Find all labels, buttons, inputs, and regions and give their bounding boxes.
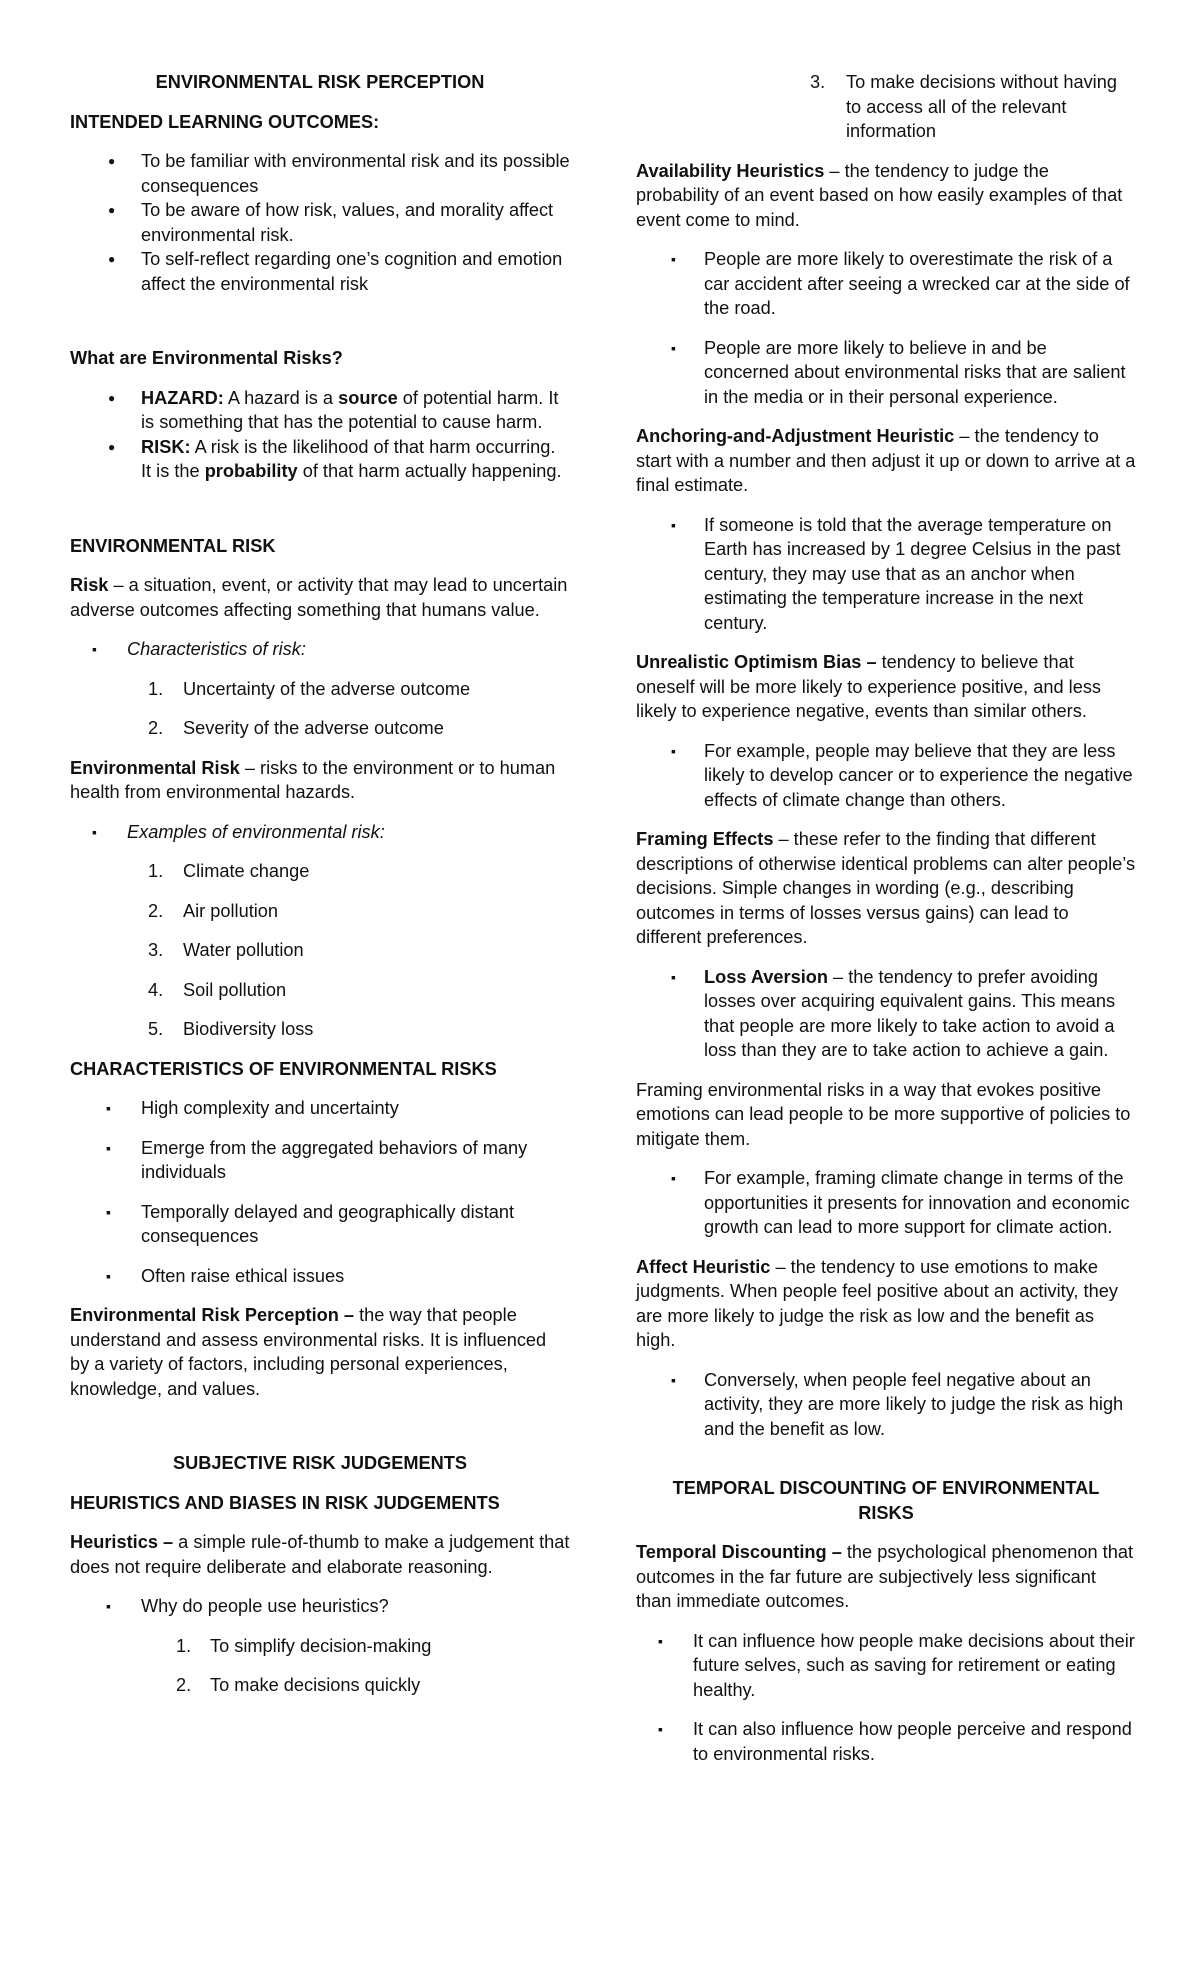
item-text: Air pollution	[183, 900, 279, 921]
affect-definition	[636, 1255, 1136, 1353]
list-item: 5. Biodiversity loss	[148, 1019, 314, 1039]
ilo-heading: INTENDED LEARNING OUTCOMES:	[70, 111, 380, 132]
list-item: ● To be aware of how risk, values, and morality affect environmental risk.	[70, 198, 570, 247]
why-numbered-continued	[636, 70, 1136, 144]
list-item: ▪ For example, framing climate change in terms of the opportunities it presents for innovation and economic growth can lead to more support for climate action.	[636, 1166, 1136, 1240]
temporal-heading: TEMPORAL DISCOUNTING OF ENVIRONMENTAL RISKS	[672, 1478, 1100, 1523]
subjective-heading: SUBJECTIVE RISK JUDGEMENTS	[172, 1453, 468, 1473]
definition: – the tendency to prefer avoiding losses over acquiring equivalent gains. This means that people are more likely to take action to avoid a loss than they are to take action to achieve a gain.	[704, 966, 1116, 1060]
list-item: 1. To simplify decision-making	[176, 1635, 432, 1656]
characteristics-list	[70, 637, 570, 662]
term: Environmental Risk	[70, 757, 240, 778]
term: Temporal Discounting –	[636, 1542, 842, 1562]
right-column	[636, 70, 1136, 1781]
definition: – the tendency to judge the probability of an event based on how easily examples of that event come to mind.	[636, 160, 1123, 230]
list-item: ● To self-reflect regarding one’s cognition and emotion affect the environmental risk	[70, 247, 570, 296]
definition: – a situation, event, or activity that may lead to uncertain adverse outcomes affecting something that humans value.	[70, 575, 568, 620]
definition: – the tendency to use emotions to make judgments. When people feel positive about an activity, they are more likely to judge the risk as low and the benefit as high.	[636, 1256, 1118, 1350]
list-item: ▪ People are more likely to overestimate the risk of a car accident after seeing a wrecked car at the side of the road.	[636, 247, 1136, 321]
risk-bold: probability	[204, 461, 298, 481]
list-item: 3. Water pollution	[148, 940, 304, 960]
term: Environmental Risk Perception –	[70, 1305, 355, 1325]
term: Heuristics –	[70, 1532, 174, 1552]
char-env-list	[70, 1096, 570, 1288]
list-item: ▪ Often raise ethical issues	[70, 1264, 570, 1289]
heuristics-heading: HEURISTICS AND BIASES IN RISK JUDGEMENTS	[70, 1492, 500, 1513]
temporal-definition	[636, 1540, 1136, 1614]
item-text: Water pollution	[183, 940, 304, 960]
item-text: To simplify decision-making	[210, 1635, 432, 1656]
list-item: 1. Climate change	[148, 861, 310, 881]
term: Affect Heuristic	[636, 1256, 771, 1277]
list-item: ▪ Why do people use heuristics?	[70, 1594, 570, 1619]
list-item: ▪ Emerge from the aggregated behaviors of many individuals	[70, 1136, 570, 1185]
definition: – the tendency to start with a number and then adjust it up or down to arrive at a final estimate.	[636, 426, 1136, 495]
framing-paragraph: Framing environmental risks in a way that evokes positive emotions can lead people to be more supportive of policies to mitigate them.	[636, 1079, 1131, 1149]
term: Risk	[70, 575, 109, 595]
list-item	[70, 820, 570, 845]
list-item: ▪ It can influence how people make decisions about their future selves, such as saving for retirement or eating healthy.	[636, 1629, 1136, 1703]
optimism-definition	[636, 650, 1136, 724]
temporal-list	[636, 1629, 1136, 1767]
anchoring-definition	[636, 424, 1136, 498]
definition: a simple rule-of-thumb to make a judgement that does not require deliberate and elaborate reasoning.	[70, 1532, 570, 1577]
perception-definition	[70, 1303, 570, 1401]
list-item: 2. To make decisions quickly	[176, 1675, 421, 1695]
term: Framing Effects	[636, 829, 774, 849]
list-item	[70, 637, 570, 662]
anchoring-list	[636, 513, 1136, 636]
hazard-risk-list	[70, 386, 570, 484]
risk-text: A risk is the likelihood of that harm occurring. It is the	[141, 436, 556, 481]
list-item: ▪ It can also influence how people perceive and respond to environmental risks.	[636, 1717, 1136, 1766]
heuristics-definition	[70, 1530, 570, 1579]
item-text: Uncertainty of the adverse outcome	[183, 678, 471, 699]
list-item: ▪ For example, people may believe that they are less likely to develop cancer or to experience the negative effects of climate change than others.	[636, 739, 1136, 813]
list-item	[636, 965, 1136, 1063]
definition: – these refer to the finding that different descriptions of otherwise identical problems can alter people’s decisions. Simple changes in wording (e.g., describing outcomes in terms of losses versus gains) can lead to different preferences.	[636, 829, 1136, 947]
risk-item	[70, 435, 570, 484]
risk-definition	[70, 573, 570, 622]
left-column	[70, 70, 570, 1713]
list-item: ▪ Conversely, when people feel negative about an activity, they are more likely to judge the risk as high and the benefit as low.	[636, 1368, 1136, 1442]
definition: – risks to the environment or to human health from environmental hazards.	[70, 757, 556, 802]
item-text: To make decisions quickly	[210, 1675, 421, 1695]
examples-numbered	[70, 859, 570, 1042]
framing-definition	[636, 827, 1136, 950]
availability-definition	[636, 159, 1136, 233]
term: Anchoring-and-Adjustment Heuristic	[636, 426, 955, 446]
definition: the way that people understand and assess environmental risks. It is influenced by a variety of factors, including personal experiences, knowledge, and values.	[70, 1305, 547, 1399]
list-item: ● To be familiar with environmental risk and its possible consequences	[70, 149, 570, 198]
risk-text: of that harm actually happening.	[297, 461, 562, 481]
availability-list	[636, 247, 1136, 409]
characteristics-label: Characteristics of risk:	[127, 639, 306, 659]
hazard-bold: source	[338, 387, 398, 408]
term: Loss Aversion	[704, 966, 828, 987]
char-env-heading: CHARACTERISTICS OF ENVIRONMENTAL RISKS	[70, 1058, 497, 1079]
affect-list	[636, 1368, 1136, 1442]
env-risk-heading: ENVIRONMENTAL RISK	[70, 535, 276, 556]
list-item: 4. Soil pollution	[148, 979, 287, 1000]
optimism-list	[636, 739, 1136, 813]
hazard-text: A hazard is a	[223, 387, 339, 408]
definition: the psychological phenomenon that outcomes in the far future are subjectively less significant than immediate outcomes.	[636, 1542, 1134, 1611]
list-item: 2. Severity of the adverse outcome	[148, 718, 444, 738]
term: Unrealistic Optimism Bias –	[636, 652, 877, 672]
examples-list	[70, 820, 570, 845]
item-text: Biodiversity loss	[183, 1019, 314, 1039]
item-text: To make decisions without having to access all of the relevant information	[846, 72, 1117, 141]
ilo-list	[70, 149, 570, 296]
why-numbered	[70, 1634, 570, 1698]
hazard-text: of potential harm. It is something that has the potential to cause harm.	[141, 387, 559, 432]
framing-list	[636, 1166, 1136, 1240]
list-item: ▪ High complexity and uncertainty	[70, 1096, 570, 1121]
examples-label: Examples of environmental risk:	[127, 821, 385, 842]
item-number: 3.	[810, 72, 826, 92]
list-item: ▪ Temporally delayed and geographically distant consequences	[70, 1200, 570, 1249]
list-item: ▪ If someone is told that the average temperature on Earth has increased by 1 degree Celsius in the past century, they may use that as an anchor when estimating the temperature increase in the next century.	[636, 513, 1136, 636]
list-item: 1. Uncertainty of the adverse outcome	[148, 678, 471, 699]
why-list	[70, 1594, 570, 1619]
definition: tendency to believe that oneself will be more likely to experience positive, and less likely to experience negative, events than similar others.	[636, 652, 1102, 721]
env-risk-definition	[70, 756, 570, 805]
list-item: 2. Air pollution	[148, 900, 279, 921]
document-title: ENVIRONMENTAL RISK PERCEPTION	[155, 72, 485, 92]
what-heading: What are Environmental Risks?	[70, 348, 343, 368]
characteristics-numbered	[70, 677, 570, 741]
term: Availability Heuristics	[636, 160, 825, 181]
hazard-item	[70, 386, 570, 435]
item-text: Severity of the adverse outcome	[183, 718, 444, 738]
list-item	[636, 70, 1136, 144]
loss-aversion-list	[636, 965, 1136, 1063]
item-text: Soil pollution	[183, 979, 287, 1000]
item-text: Climate change	[183, 861, 310, 881]
hazard-label: HAZARD:	[141, 387, 224, 408]
risk-label: RISK:	[141, 436, 191, 457]
list-item: ▪ People are more likely to believe in and be concerned about environmental risks that are salient in the media or in their personal experience.	[636, 336, 1136, 410]
